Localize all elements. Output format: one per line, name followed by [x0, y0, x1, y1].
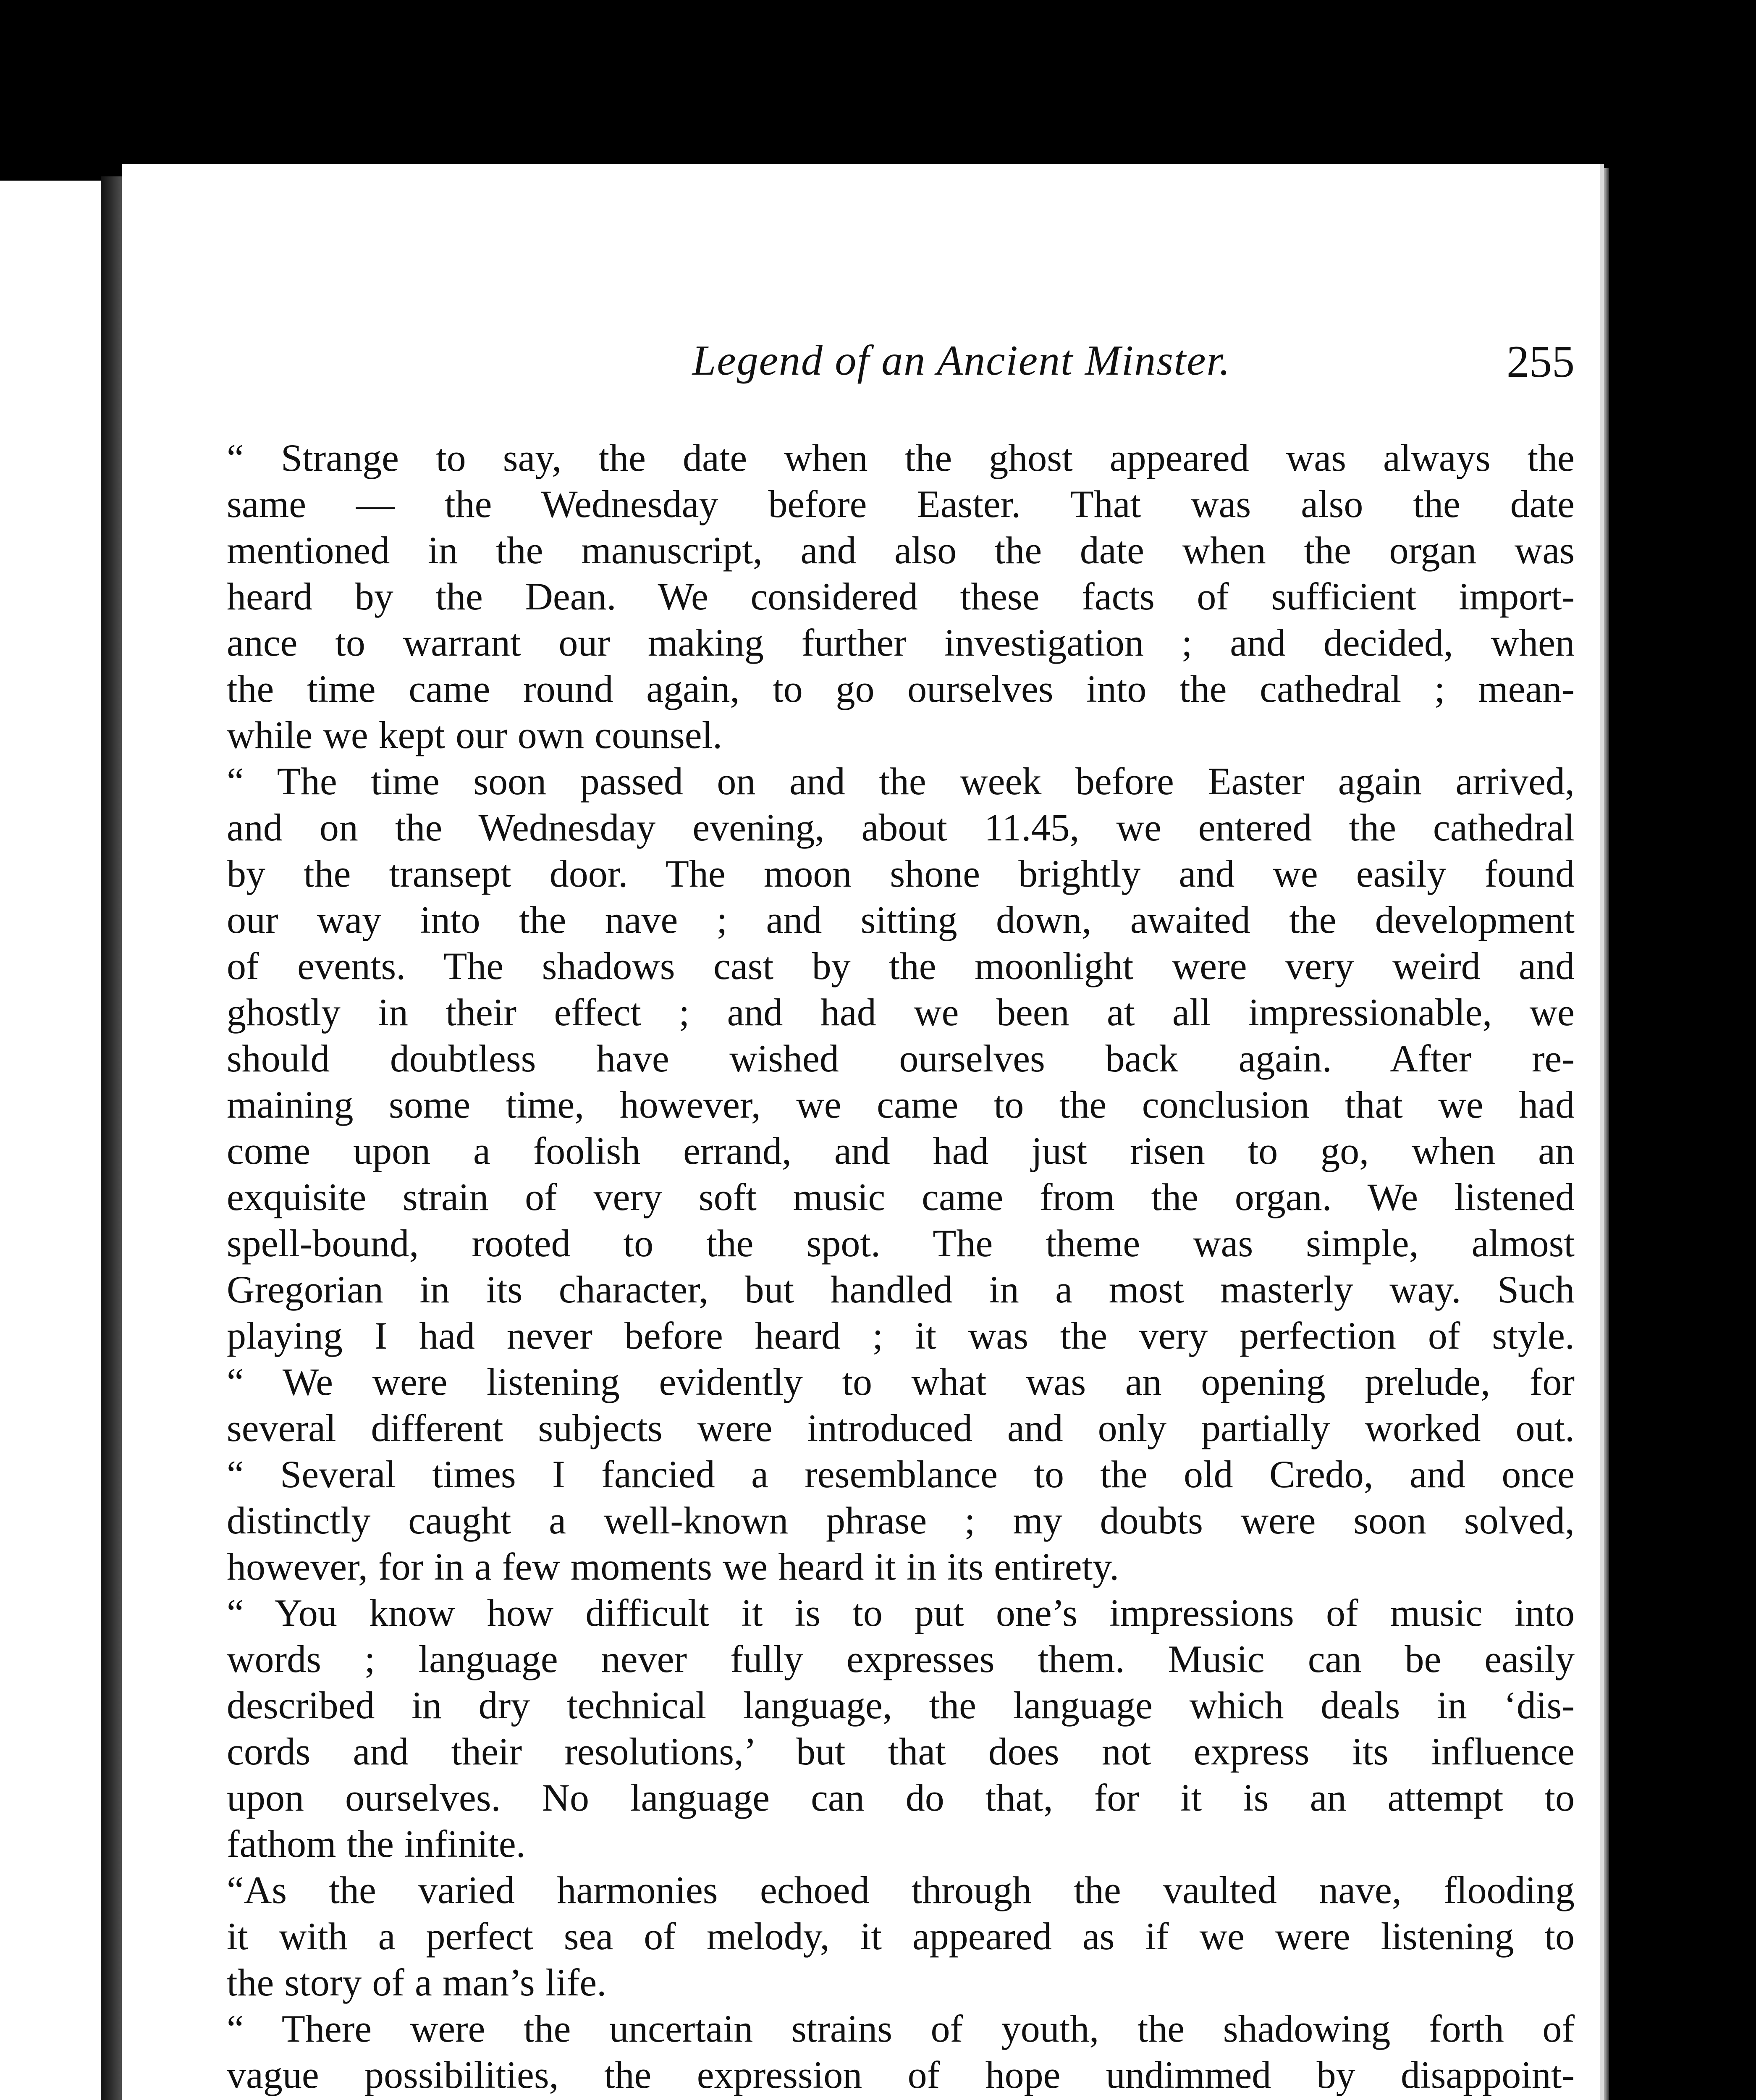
- text-line: by the transept door. The moon shone brightly and we easily found: [227, 852, 1575, 895]
- text-line: our way into the nave ; and sitting down, awaited the development: [227, 898, 1575, 941]
- text-line: and on the Wednesday evening, about 11.45, we entered the cathedral: [227, 806, 1575, 849]
- text-line: vague possibilities, the expression of hope undimmed by disappoint-: [227, 2053, 1575, 2096]
- text-line: maining some time, however, we came to the conclusion that we had: [227, 1083, 1575, 1126]
- text-line: the time came round again, to go ourselves into the cathedral ; mean-: [227, 667, 1575, 710]
- body-text: [227, 435, 1575, 2100]
- text-line: come upon a foolish errand, and had just risen to go, when an: [227, 1129, 1575, 1172]
- text-line: spell-bound, rooted to the spot. The theme was simple, almost: [227, 1222, 1575, 1265]
- text-line: [227, 2098, 1575, 2100]
- text-line: while we kept our own counsel.: [227, 714, 723, 756]
- text-line: “ We were listening evidently to what was an opening prelude, for: [227, 1360, 1575, 1403]
- text-line: mentioned in the manuscript, and also the date when the organ was: [227, 529, 1575, 572]
- text-line: cords and their resolutions,’ but that does not express its influence: [227, 1730, 1575, 1773]
- text-line: distinctly caught a well-known phrase ; my doubts were soon solved,: [227, 1499, 1575, 1542]
- text-line: Gregorian in its character, but handled in a most masterly way. Such: [227, 1268, 1575, 1311]
- running-title: Legend of an Ancient Minster.: [692, 337, 1231, 384]
- text-line: several different subjects were introduced and only partially worked out.: [227, 1407, 1575, 1449]
- text-line: “ The time soon passed on and the week before Easter again arrived,: [227, 760, 1575, 803]
- text-line: should doubtless have wished ourselves back again. After re-: [227, 1037, 1575, 1080]
- page-number: 255: [1507, 337, 1575, 387]
- text-line: words ; language never fully expresses them. Music can be easily: [227, 1638, 1575, 1680]
- text-line: “ There were the uncertain strains of youth, the shadowing forth of: [227, 2007, 1575, 2050]
- book-page: [122, 164, 1604, 2100]
- text-line: however, for in a few moments we heard it in its entirety.: [227, 1545, 1119, 1588]
- text-line: exquisite strain of very soft music came from the organ. We listened: [227, 1176, 1575, 1218]
- text-line: of events. The shadows cast by the moonlight were very weird and: [227, 945, 1575, 987]
- text-line: fathom the infinite.: [227, 1822, 526, 1865]
- text-line: heard by the Dean. We considered these facts of sufficient import-: [227, 575, 1575, 618]
- facing-page-edge: [0, 181, 104, 2100]
- text-line: upon ourselves. No language can do that, for it is an attempt to: [227, 1776, 1575, 1819]
- text-line: ance to warrant our making further investigation ; and decided, when: [227, 621, 1575, 664]
- text-line: “As the varied harmonies echoed through the vaulted nave, flooding: [227, 1869, 1575, 1911]
- text-line: ghostly in their effect ; and had we been at all impressionable, we: [227, 991, 1575, 1034]
- text-line: described in dry technical language, the language which deals in ‘dis-: [227, 1684, 1575, 1727]
- text-line: same — the Wednesday before Easter. That was also the date: [227, 483, 1575, 525]
- text-line: playing I had never before heard ; it was the very perfection of style.: [227, 1314, 1575, 1357]
- text-line: “ Strange to say, the date when the ghost appeared was always the: [227, 436, 1575, 479]
- text-line: the story of a man’s life.: [227, 1961, 607, 2004]
- book-gutter: [101, 176, 124, 2100]
- text-line: it with a perfect sea of melody, it appeared as if we were listening to: [227, 1915, 1575, 1958]
- text-line: “ You know how difficult it is to put one’s impressions of music into: [227, 1591, 1575, 1634]
- text-line: “ Several times I fancied a resemblance to the old Credo, and once: [227, 1453, 1575, 1496]
